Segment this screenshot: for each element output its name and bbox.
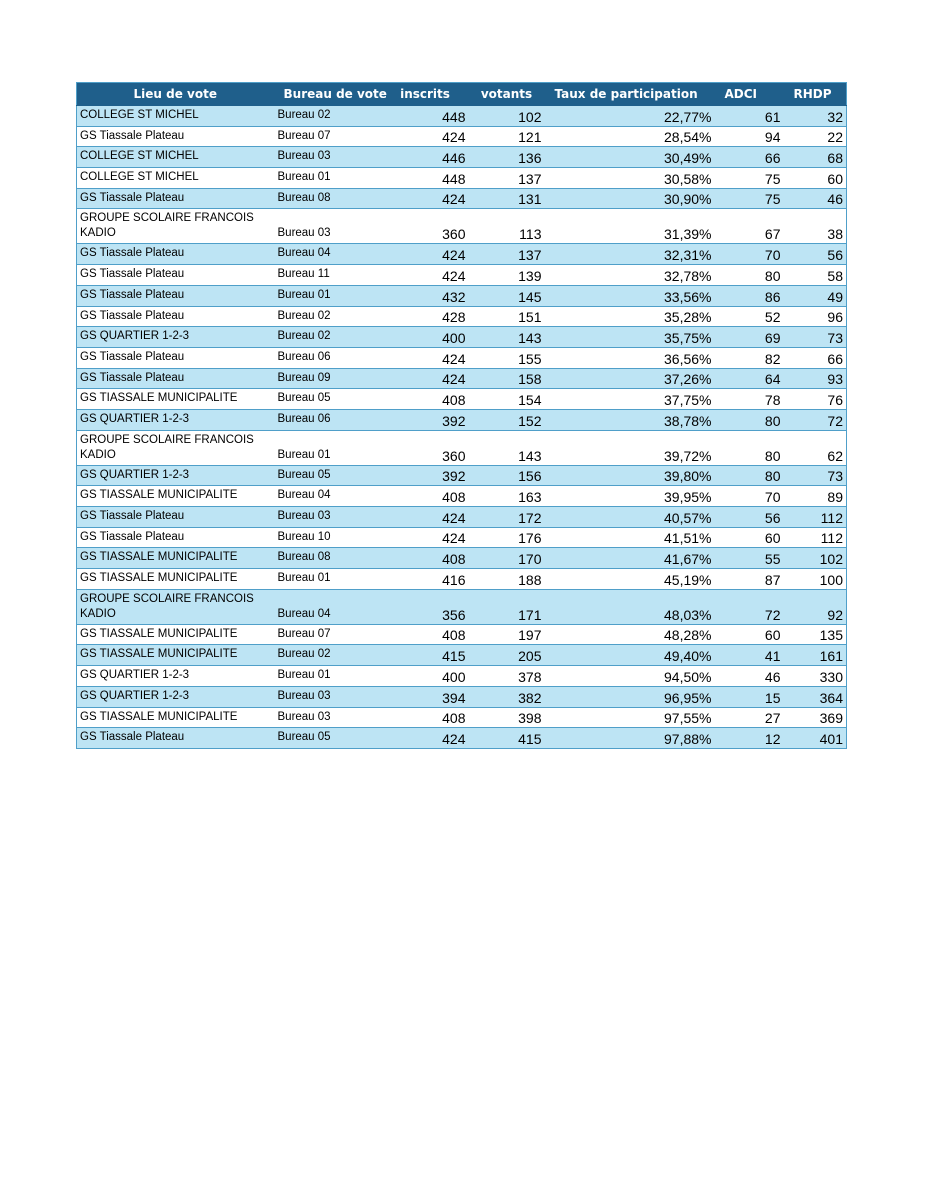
table-row [77,188,847,209]
table-row [77,209,847,244]
cell-lieu-de-vote: GS TIASSALE MUNICIPALITE [77,389,274,410]
cell-lieu-de-vote: GS TIASSALE MUNICIPALITE [77,569,274,590]
cell-votants: 137 [469,168,545,189]
cell-taux-participation: 28,54% [545,126,715,147]
cell-taux-participation: 49,40% [545,645,715,666]
cell-votants: 131 [469,188,545,209]
cell-lieu-de-vote: GS TIASSALE MUNICIPALITE [77,645,274,666]
cell-rhdp: 112 [784,507,847,528]
cell-adci: 70 [715,244,784,265]
table-row [77,465,847,486]
header-inscrits: inscrits [382,83,469,106]
cell-lieu-de-vote: GS Tiassale Plateau [77,126,274,147]
cell-lieu-de-vote: GS Tiassale Plateau [77,306,274,327]
cell-taux-participation: 97,55% [545,707,715,728]
cell-rhdp: 38 [784,209,847,244]
cell-votants: 382 [469,686,545,707]
cell-rhdp: 72 [784,409,847,430]
cell-inscrits: 400 [382,327,469,348]
cell-lieu-de-vote: GS Tiassale Plateau [77,728,274,749]
table-row [77,168,847,189]
cell-bureau-de-vote: Bureau 04 [274,244,382,265]
cell-lieu-de-vote: GS Tiassale Plateau [77,265,274,286]
cell-votants: 197 [469,624,545,645]
table-body [77,106,847,749]
cell-inscrits: 424 [382,527,469,548]
cell-bureau-de-vote: Bureau 01 [274,168,382,189]
cell-bureau-de-vote: Bureau 08 [274,188,382,209]
cell-adci: 61 [715,106,784,127]
table-row [77,327,847,348]
cell-rhdp: 66 [784,347,847,368]
cell-lieu-de-vote: GS Tiassale Plateau [77,368,274,389]
cell-inscrits: 392 [382,465,469,486]
cell-lieu-de-vote: GS Tiassale Plateau [77,285,274,306]
cell-taux-participation: 30,49% [545,147,715,168]
cell-bureau-de-vote: Bureau 06 [274,347,382,368]
cell-votants: 158 [469,368,545,389]
cell-lieu-de-vote: GS QUARTIER 1-2-3 [77,686,274,707]
cell-lieu-de-vote: GS TIASSALE MUNICIPALITE [77,548,274,569]
cell-taux-participation: 37,75% [545,389,715,410]
cell-votants: 145 [469,285,545,306]
cell-adci: 27 [715,707,784,728]
cell-taux-participation: 41,67% [545,548,715,569]
cell-rhdp: 112 [784,527,847,548]
table-row [77,430,847,465]
cell-lieu-de-vote: GS Tiassale Plateau [77,527,274,548]
cell-adci: 60 [715,624,784,645]
cell-adci: 15 [715,686,784,707]
cell-adci: 78 [715,389,784,410]
cell-adci: 80 [715,465,784,486]
cell-inscrits: 428 [382,306,469,327]
cell-bureau-de-vote: Bureau 03 [274,147,382,168]
cell-rhdp: 96 [784,306,847,327]
cell-bureau-de-vote: Bureau 04 [274,486,382,507]
header-taux-participation: Taux de participation [545,83,715,106]
cell-taux-participation: 35,28% [545,306,715,327]
table-row [77,728,847,749]
cell-lieu-de-vote: GS Tiassale Plateau [77,188,274,209]
table-row [77,126,847,147]
cell-bureau-de-vote: Bureau 05 [274,465,382,486]
header-lieu-de-vote: Lieu de vote [77,83,274,106]
cell-adci: 94 [715,126,784,147]
table-row [77,507,847,528]
table-row [77,686,847,707]
cell-rhdp: 89 [784,486,847,507]
cell-taux-participation: 40,57% [545,507,715,528]
cell-bureau-de-vote: Bureau 01 [274,569,382,590]
cell-votants: 378 [469,666,545,687]
cell-rhdp: 102 [784,548,847,569]
cell-bureau-de-vote: Bureau 08 [274,548,382,569]
polling-results-table [76,82,847,749]
cell-inscrits: 424 [382,507,469,528]
cell-votants: 139 [469,265,545,286]
cell-inscrits: 415 [382,645,469,666]
cell-inscrits: 424 [382,368,469,389]
header-row [77,83,847,106]
cell-rhdp: 92 [784,589,847,624]
cell-rhdp: 73 [784,465,847,486]
cell-votants: 102 [469,106,545,127]
cell-bureau-de-vote: Bureau 02 [274,645,382,666]
table-row [77,244,847,265]
cell-bureau-de-vote: Bureau 03 [274,507,382,528]
cell-rhdp: 46 [784,188,847,209]
results-sheet [76,82,846,749]
header-rhdp: RHDP [784,83,847,106]
cell-adci: 80 [715,409,784,430]
cell-lieu-de-vote: GS Tiassale Plateau [77,507,274,528]
table-row [77,389,847,410]
cell-inscrits: 392 [382,409,469,430]
cell-votants: 176 [469,527,545,548]
table-row [77,527,847,548]
cell-lieu-de-vote: COLLEGE ST MICHEL [77,168,274,189]
cell-taux-participation: 30,58% [545,168,715,189]
cell-rhdp: 93 [784,368,847,389]
header-votants: votants [469,83,545,106]
cell-votants: 113 [469,209,545,244]
cell-lieu-de-vote: GS QUARTIER 1-2-3 [77,327,274,348]
cell-taux-participation: 36,56% [545,347,715,368]
cell-votants: 136 [469,147,545,168]
cell-bureau-de-vote: Bureau 10 [274,527,382,548]
cell-taux-participation: 32,78% [545,265,715,286]
cell-votants: 152 [469,409,545,430]
cell-bureau-de-vote: Bureau 01 [274,430,382,465]
cell-adci: 80 [715,265,784,286]
cell-rhdp: 62 [784,430,847,465]
cell-rhdp: 58 [784,265,847,286]
cell-votants: 171 [469,589,545,624]
table-row [77,368,847,389]
cell-taux-participation: 45,19% [545,569,715,590]
cell-bureau-de-vote: Bureau 04 [274,589,382,624]
cell-votants: 163 [469,486,545,507]
cell-bureau-de-vote: Bureau 03 [274,209,382,244]
cell-votants: 188 [469,569,545,590]
cell-adci: 55 [715,548,784,569]
cell-lieu-de-vote: GS TIASSALE MUNICIPALITE [77,486,274,507]
table-row [77,285,847,306]
cell-inscrits: 424 [382,244,469,265]
cell-rhdp: 135 [784,624,847,645]
cell-inscrits: 432 [382,285,469,306]
cell-bureau-de-vote: Bureau 07 [274,126,382,147]
cell-inscrits: 408 [382,624,469,645]
cell-inscrits: 448 [382,106,469,127]
cell-rhdp: 49 [784,285,847,306]
table-row [77,147,847,168]
table-row [77,409,847,430]
cell-rhdp: 364 [784,686,847,707]
cell-votants: 205 [469,645,545,666]
cell-bureau-de-vote: Bureau 02 [274,106,382,127]
cell-lieu-de-vote: GS QUARTIER 1-2-3 [77,666,274,687]
cell-adci: 69 [715,327,784,348]
table-row [77,548,847,569]
cell-inscrits: 424 [382,265,469,286]
cell-taux-participation: 97,88% [545,728,715,749]
table-row [77,486,847,507]
cell-inscrits: 400 [382,666,469,687]
cell-inscrits: 394 [382,686,469,707]
table-row [77,306,847,327]
cell-rhdp: 60 [784,168,847,189]
cell-bureau-de-vote: Bureau 03 [274,707,382,728]
cell-adci: 70 [715,486,784,507]
table-row [77,707,847,728]
cell-votants: 170 [469,548,545,569]
cell-taux-participation: 38,78% [545,409,715,430]
cell-inscrits: 416 [382,569,469,590]
cell-bureau-de-vote: Bureau 01 [274,666,382,687]
cell-inscrits: 424 [382,188,469,209]
cell-lieu-de-vote: GS QUARTIER 1-2-3 [77,465,274,486]
table-row [77,347,847,368]
cell-inscrits: 360 [382,209,469,244]
cell-votants: 121 [469,126,545,147]
cell-bureau-de-vote: Bureau 07 [274,624,382,645]
cell-votants: 143 [469,327,545,348]
cell-bureau-de-vote: Bureau 06 [274,409,382,430]
cell-rhdp: 330 [784,666,847,687]
cell-lieu-de-vote: GROUPE SCOLAIRE FRANCOIS KADIO [77,209,274,244]
cell-inscrits: 424 [382,347,469,368]
cell-lieu-de-vote: GS Tiassale Plateau [77,347,274,368]
cell-votants: 156 [469,465,545,486]
cell-bureau-de-vote: Bureau 05 [274,389,382,410]
cell-rhdp: 100 [784,569,847,590]
cell-votants: 155 [469,347,545,368]
cell-rhdp: 369 [784,707,847,728]
cell-inscrits: 446 [382,147,469,168]
cell-lieu-de-vote: GS TIASSALE MUNICIPALITE [77,624,274,645]
table-row [77,265,847,286]
cell-adci: 60 [715,527,784,548]
cell-rhdp: 76 [784,389,847,410]
table-row [77,106,847,127]
cell-adci: 46 [715,666,784,687]
table-row [77,589,847,624]
cell-taux-participation: 33,56% [545,285,715,306]
cell-taux-participation: 39,95% [545,486,715,507]
cell-inscrits: 360 [382,430,469,465]
cell-lieu-de-vote: COLLEGE ST MICHEL [77,106,274,127]
cell-taux-participation: 37,26% [545,368,715,389]
cell-lieu-de-vote: COLLEGE ST MICHEL [77,147,274,168]
cell-votants: 415 [469,728,545,749]
cell-bureau-de-vote: Bureau 02 [274,327,382,348]
cell-rhdp: 73 [784,327,847,348]
cell-taux-participation: 31,39% [545,209,715,244]
cell-votants: 143 [469,430,545,465]
cell-bureau-de-vote: Bureau 02 [274,306,382,327]
header-adci: ADCI [715,83,784,106]
cell-rhdp: 401 [784,728,847,749]
cell-rhdp: 32 [784,106,847,127]
cell-lieu-de-vote: GROUPE SCOLAIRE FRANCOIS KADIO [77,589,274,624]
table-row [77,645,847,666]
cell-inscrits: 408 [382,548,469,569]
cell-lieu-de-vote: GS QUARTIER 1-2-3 [77,409,274,430]
table-row [77,624,847,645]
cell-adci: 80 [715,430,784,465]
cell-inscrits: 408 [382,707,469,728]
cell-adci: 75 [715,188,784,209]
cell-bureau-de-vote: Bureau 03 [274,686,382,707]
cell-bureau-de-vote: Bureau 01 [274,285,382,306]
cell-taux-participation: 22,77% [545,106,715,127]
cell-adci: 52 [715,306,784,327]
cell-adci: 75 [715,168,784,189]
cell-adci: 82 [715,347,784,368]
cell-bureau-de-vote: Bureau 05 [274,728,382,749]
cell-inscrits: 424 [382,126,469,147]
cell-inscrits: 356 [382,589,469,624]
cell-votants: 151 [469,306,545,327]
cell-adci: 72 [715,589,784,624]
cell-taux-participation: 48,03% [545,589,715,624]
cell-taux-participation: 96,95% [545,686,715,707]
cell-adci: 56 [715,507,784,528]
cell-bureau-de-vote: Bureau 11 [274,265,382,286]
cell-adci: 64 [715,368,784,389]
cell-taux-participation: 41,51% [545,527,715,548]
cell-inscrits: 408 [382,389,469,410]
cell-inscrits: 408 [382,486,469,507]
cell-taux-participation: 39,72% [545,430,715,465]
cell-votants: 172 [469,507,545,528]
cell-adci: 41 [715,645,784,666]
header-bureau-de-vote: Bureau de vote [274,83,382,106]
cell-rhdp: 161 [784,645,847,666]
cell-taux-participation: 35,75% [545,327,715,348]
cell-taux-participation: 39,80% [545,465,715,486]
cell-rhdp: 22 [784,126,847,147]
table-row [77,569,847,590]
cell-taux-participation: 48,28% [545,624,715,645]
cell-lieu-de-vote: GROUPE SCOLAIRE FRANCOIS KADIO [77,430,274,465]
cell-votants: 137 [469,244,545,265]
cell-adci: 86 [715,285,784,306]
cell-inscrits: 448 [382,168,469,189]
table-row [77,666,847,687]
cell-adci: 67 [715,209,784,244]
cell-rhdp: 68 [784,147,847,168]
cell-votants: 398 [469,707,545,728]
cell-taux-participation: 32,31% [545,244,715,265]
cell-rhdp: 56 [784,244,847,265]
cell-lieu-de-vote: GS TIASSALE MUNICIPALITE [77,707,274,728]
cell-votants: 154 [469,389,545,410]
cell-bureau-de-vote: Bureau 09 [274,368,382,389]
cell-taux-participation: 30,90% [545,188,715,209]
cell-adci: 66 [715,147,784,168]
cell-lieu-de-vote: GS Tiassale Plateau [77,244,274,265]
cell-adci: 12 [715,728,784,749]
cell-adci: 87 [715,569,784,590]
cell-inscrits: 424 [382,728,469,749]
cell-taux-participation: 94,50% [545,666,715,687]
